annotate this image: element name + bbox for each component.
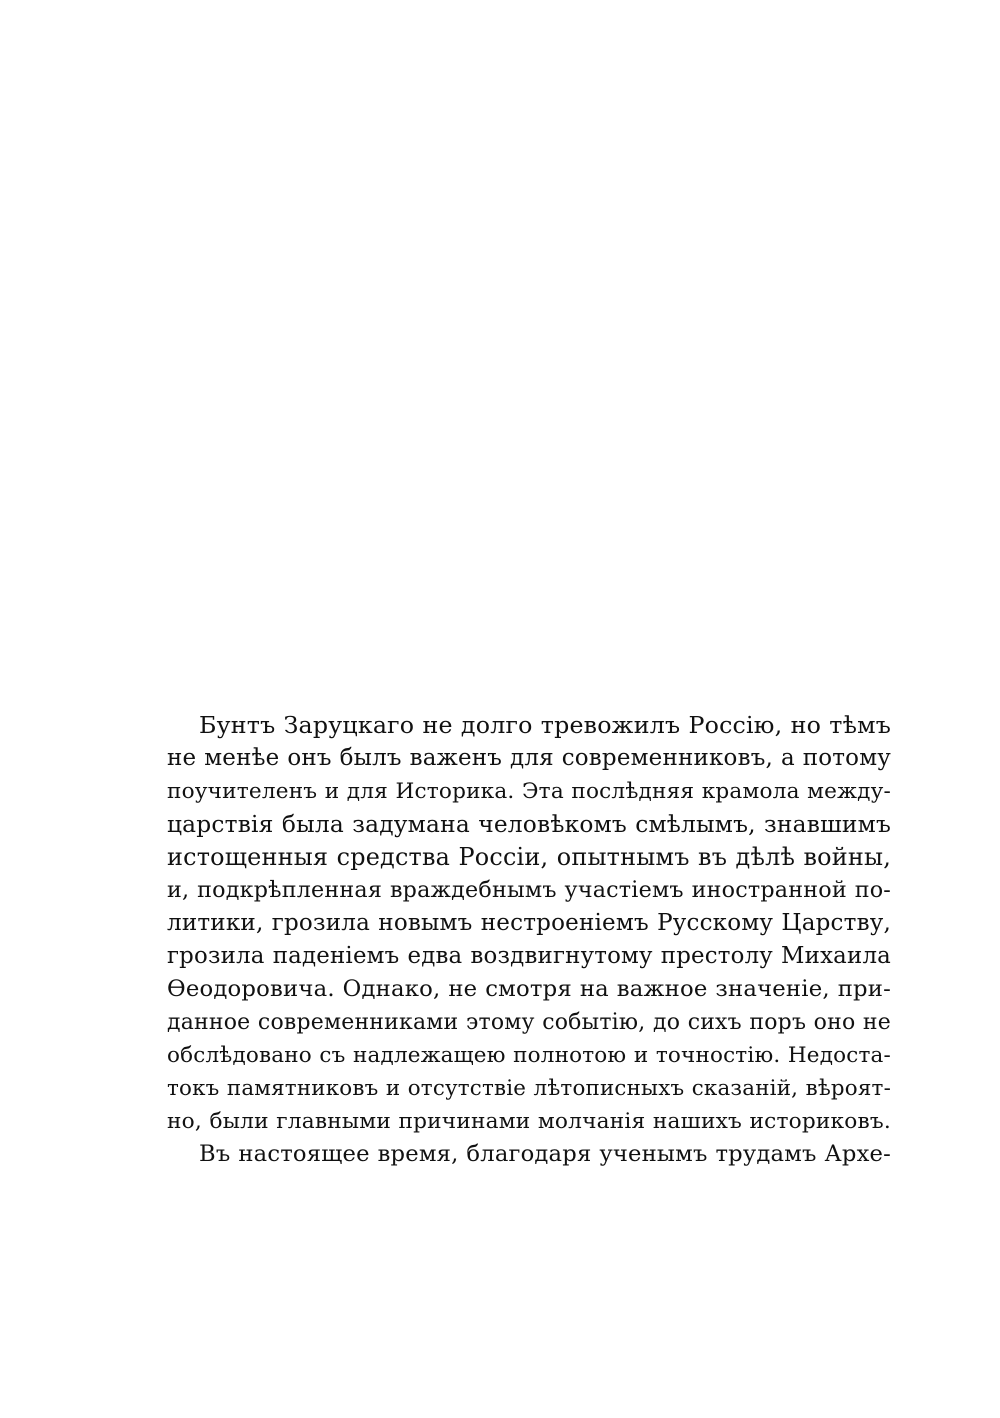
- text-line: данное современниками этому событію, до сихъ поръ оно не: [167, 1010, 891, 1035]
- text-line: Въ настоящее время, благодаря ученымъ трудамъ Архе-: [199, 1141, 891, 1167]
- text-line: царствія была задумана человѣкомъ смѣлымъ, знавшимъ: [167, 811, 891, 838]
- text-line: и, подкрѣпленная враждебнымъ участіемъ иностранной по-: [167, 877, 891, 903]
- text-line: Ѳеодоровича. Однако, не смотря на важное значеніе, при-: [167, 976, 891, 1002]
- text-line: но, были главными причинами молчанія нашихъ историковъ.: [167, 1109, 891, 1134]
- text-line: Бунтъ Заруцкаго не долго тревожилъ Россію, но тѣмъ: [199, 711, 891, 739]
- paragraph-1: [167, 709, 891, 1138]
- text-line: обслѣдовано съ надлежащею полнотою и точностію. Недоста-: [167, 1043, 891, 1068]
- paragraph-2: [167, 1138, 891, 1171]
- text-line: не менѣе онъ былъ важенъ для современниковъ, а потому: [167, 745, 891, 771]
- text-line: токъ памятниковъ и отсутствіе лѣтописныхъ сказаній, вѣроят-: [167, 1076, 891, 1101]
- body-text: [167, 709, 891, 1171]
- text-line: поучителенъ и для Историка. Эта послѣдняя крамола между-: [167, 779, 891, 804]
- text-line: грозила паденіемъ едва воздвигнутому престолу Михаила: [167, 943, 891, 969]
- text-line: литики, грозила новымъ нестроеніемъ Русскому Царству,: [167, 910, 891, 936]
- text-line: истощенныя средства Россіи, опытнымъ въ дѣлѣ войны,: [167, 843, 891, 871]
